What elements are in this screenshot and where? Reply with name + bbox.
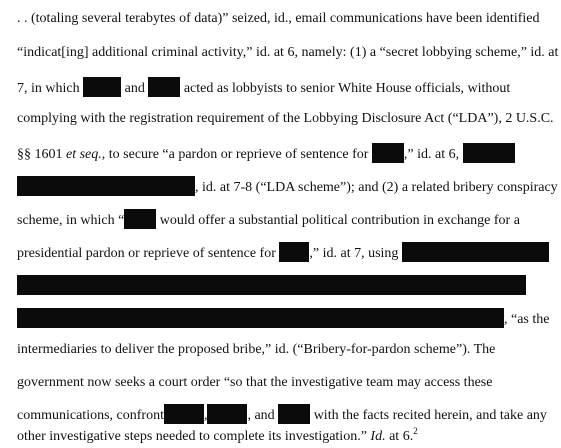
text-line-12: government now seeks a court order “so that the investigative team may access these (17, 375, 493, 390)
text-line-1: . . (totaling several terabytes of data)” seized, id., email communications have been identified (17, 11, 540, 26)
text-line-11: intermediaries to deliver the proposed bribe,” id. (“Bribery-for-pardon scheme”). The (17, 342, 496, 357)
text-segment: would offer a substantial political contribution in exchange for a (159, 213, 520, 228)
text-line-2: “indicat[ing] additional criminal activity,” id. at 6, namely: (1) a “secret lobbying scheme,” id. at (17, 45, 559, 60)
text-segment: other investigative steps needed to complete its investigation.” (17, 429, 371, 444)
text-segment: communications, confront (17, 408, 164, 423)
text-line-13 (17, 404, 547, 425)
text-segment: §§ 1601 (17, 147, 66, 162)
redaction-block (17, 176, 195, 196)
text-segment: at 6. (385, 429, 414, 444)
text-italic: et seq. (66, 147, 102, 162)
text-line-8 (17, 242, 549, 263)
text-segment: ,” id. at 6, (403, 147, 460, 162)
text-segment: acted as lobbyists to senior White House officials, without (183, 81, 511, 96)
text-segment: with the facts recited herein, and take any (313, 408, 547, 423)
text-line-9 (17, 275, 526, 296)
text-line-5 (17, 143, 515, 164)
text-segment: , (203, 408, 208, 423)
redaction-block (279, 242, 309, 262)
text-segment: , “as the (504, 312, 550, 327)
text-segment: , and (247, 408, 275, 423)
redaction-block (372, 143, 404, 163)
text-line-6 (17, 176, 558, 197)
redaction-block (402, 242, 549, 262)
redaction-block (278, 404, 310, 424)
text-italic: Id. (370, 429, 386, 444)
redaction-block (148, 77, 180, 97)
redaction-block (207, 404, 247, 424)
text-line-7 (17, 209, 520, 230)
text-segment: , to secure “a pardon or reprieve of sentence for (101, 147, 369, 162)
footnote-marker[interactable]: 2 (413, 426, 418, 436)
text-line-3 (17, 77, 510, 98)
redaction-block (164, 404, 204, 424)
redaction-block (463, 143, 515, 163)
redaction-block (17, 308, 504, 328)
text-segment: and (124, 81, 145, 96)
text-segment: , id. at 7-8 (“LDA scheme”); and (2) a related bribery conspiracy (195, 180, 558, 195)
text-line-4: complying with the registration requirement of the Lobbying Disclosure Act (“LDA”), 2 U.S.C. (17, 111, 554, 126)
text-segment: ,” id. at 7, using (309, 246, 399, 261)
redaction-block (124, 209, 156, 229)
text-segment: presidential pardon or reprieve of sentence for (17, 246, 276, 261)
text-line-10 (17, 308, 549, 329)
text-line-14 (17, 428, 418, 446)
text-segment: scheme, in which “ (17, 213, 125, 228)
text-segment: 7, in which (17, 81, 80, 96)
redaction-block (83, 77, 121, 97)
redaction-block (17, 275, 526, 295)
